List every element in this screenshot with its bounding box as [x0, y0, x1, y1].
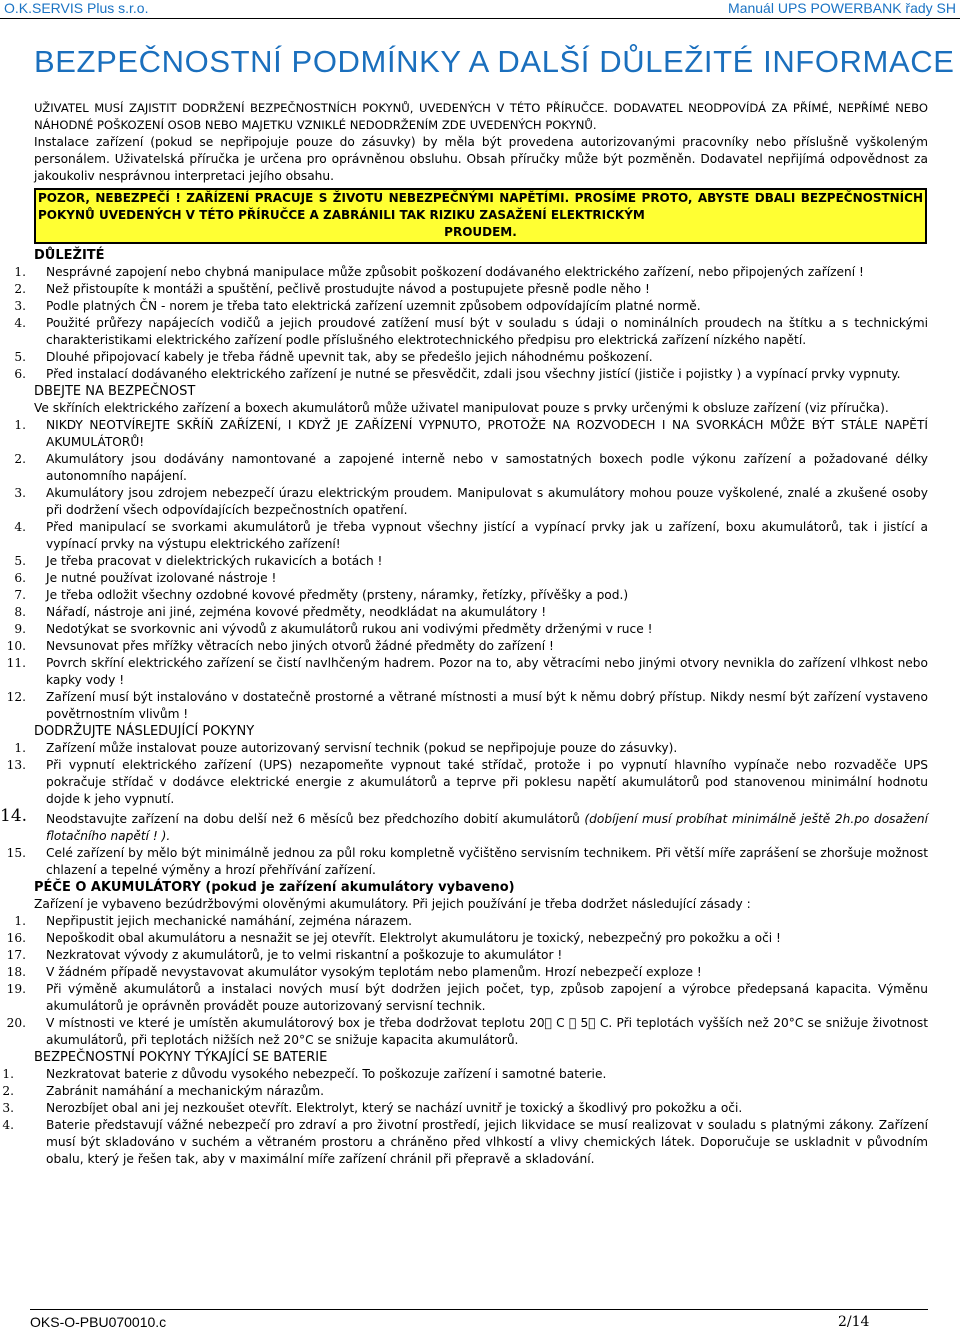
item-text: Použité průřezy napájecích vodičů a jejich proudové zatížení musí být v souladu s údaji o nominálních proudech na štítku a s technickými charakteristikami elektrického zařízení podle příslušného elektrotechnického předpisu pro elektrická zařízení nízkého napětí.	[46, 316, 928, 347]
list-item	[0, 740, 960, 757]
item-text: Nářadí, nástroje ani jiné, zejména kovové předměty, neodkládat na akumulátory !	[46, 605, 547, 619]
item-number: 6.	[14, 367, 26, 381]
list-item	[0, 417, 960, 451]
item-number: 11.	[6, 656, 26, 670]
battery-safety-list	[0, 1066, 960, 1168]
caution-heading: DBEJTE NA BEZPEČNOST	[34, 384, 196, 399]
item-number: 7.	[14, 588, 26, 602]
item-number: 5.	[14, 350, 26, 364]
document-code: OKS-O-PBU070010.c	[30, 1314, 167, 1330]
list-item	[0, 315, 960, 349]
item-text: Akumulátory jsou zdrojem nebezpečí úrazu elektrickým proudem. Manipulovat s akumulátory mohou pouze vyškolené, znalé a zkušené osoby při dodržení všech odpovídajících bezpečnostních opatření.	[46, 486, 928, 517]
item-text: Při výměně akumulátorů a instalaci nových musí být dodržen jejich počet, typ, způsob zapojení a výrobce předepsaná kapacita. Výměnu akumulátorů je oprávněn provádět pouze autorizovaný servisní technik.	[46, 982, 928, 1013]
item-text: Je třeba pracovat v dielektrických rukavicích a botách !	[46, 554, 383, 568]
item-text: Před instalací dodávaného elektrického zařízení je nutné se přesvědčit, zdali jsou všechny jistící (jističe i pojistky ) a vypínací prvky vypnuty.	[46, 367, 901, 381]
item-number: 8.	[14, 605, 26, 619]
item-number: 3.	[14, 299, 26, 313]
page-number: 2/14	[838, 1314, 870, 1330]
list-item	[0, 689, 960, 723]
item-number: 3.	[2, 1101, 14, 1115]
list-item	[0, 298, 960, 315]
item-text: Než přistoupíte k montáži a spuštění, pečlivě prostudujte návod a postupujete přesně podle něho !	[46, 282, 650, 296]
item-text: Nedotýkat se svorkovnic ani vývodů z akumulátorů rukou ani vodivými předměty drženými v ruce !	[46, 622, 653, 636]
item-number: 20.	[6, 1016, 26, 1030]
list-item	[0, 638, 960, 655]
item-number: 4.	[2, 1118, 14, 1132]
list-item	[0, 519, 960, 553]
list-item	[0, 621, 960, 638]
intro-text: Instalace zařízení (pokud se nepřipojuje pouze do zásuvky) by měla být provedena autorizovanými pracovníky nebo příslušně vyškoleným personálem. Uživatelská příručka je určena pro oprávněnou obsluhu. Obsah příručky může být pozměněn. Dodavatel nepřijímá odpovědnost za jakoukoliv nesprávnou interpretaci jejího obsahu.	[34, 135, 928, 183]
list-item	[0, 757, 960, 808]
item-text: Zařízení může instalovat pouze autorizovaný servisní technik (pokud se nepřipojuje pouze do zásuvky).	[46, 741, 678, 755]
list-item	[0, 485, 960, 519]
item-text: V žádném případě nevystavovat akumulátor vysokým teplotám nebo plamenům. Hrozí nebezpečí exploze !	[46, 965, 702, 979]
item-text: Povrch skříní elektrického zařízení se čistí navlhčeným hadrem. Pozor na to, aby větracími nebo jinými otvory nevnikla do zařízení vlhkost nebo kapky vody !	[46, 656, 928, 687]
list-item	[0, 1083, 960, 1100]
item-text: NIKDY NEOTVÍREJTE SKŘÍŇ ZAŘÍZENÍ, I KDYŽ JE ZAŘÍZENÍ VYPNUTO, PROTOŽE NA ROZVODECH I NA SVORKÁCH MŮŽE BÝT STÁLE NAPĚTÍ AKUMULÁTORŮ!	[46, 418, 928, 449]
footer-divider	[30, 1309, 928, 1310]
list-item	[0, 1015, 960, 1049]
item-text: Zabránit namáhání a mechanickým nárazům.	[46, 1084, 325, 1098]
page-title: BEZPEČNOSTNÍ PODMÍNKY A DALŠÍ DŮLEŽITÉ INFORMACE	[34, 44, 955, 79]
item-text: Celé zařízení by mělo být minimálně jednou za půl roku kompletně vyčištěno servisním technikem. Při větší míře zaprášení se zhoršuje možnost chlazení a tepelné výměny a hrozí přehřívání zařízení.	[46, 846, 928, 877]
caution-list	[0, 417, 960, 723]
list-item	[0, 553, 960, 570]
list-item	[0, 587, 960, 604]
item-number: 15.	[6, 846, 26, 860]
item-text: Nesprávné zapojení nebo chybná manipulace může způsobit poškození dodávaného elektrického zařízení, nebo připojených zařízení !	[46, 265, 864, 279]
battery-care-heading: PÉČE O AKUMULÁTORY (pokud je zařízení akumulátory vybaveno)	[34, 880, 515, 895]
important-heading: DŮLEŽITÉ	[34, 248, 105, 263]
important-list	[0, 264, 960, 383]
item-number: 2.	[2, 1084, 14, 1098]
list-item	[0, 913, 960, 930]
item-number: 5.	[14, 554, 26, 568]
item-number: 1.	[14, 418, 26, 432]
list-item	[0, 1117, 960, 1168]
company-name: O.K.SERVIS Plus s.r.o.	[4, 0, 149, 16]
list-item	[0, 281, 960, 298]
item-number: 14.	[0, 806, 28, 826]
item-number: 6.	[14, 571, 26, 585]
item-number: 2.	[14, 282, 26, 296]
item-text: Nezkratovat baterie z důvodu vysokého nebezpečí. To poškozuje zařízení i samotné baterie.	[46, 1067, 607, 1081]
item-text: Při vypnutí elektrického zařízení (UPS) nezapomeňte vypnout také střídač, protože i po vypnutí hlavního vypínače nebo rozvaděče UPS pokračuje střídač v dodávce elektrické energie z akumulátorů a teprve při poklesu napětí akumulátorů pod stanovenou minimální hodnotu dojde k jeho vypnutí.	[46, 758, 928, 806]
item-number: 1.	[14, 741, 26, 755]
header-divider	[0, 18, 960, 19]
item-number: 19.	[6, 982, 26, 996]
list-item	[0, 845, 960, 879]
item-number: 13.	[6, 758, 26, 772]
item-number: 1.	[14, 265, 26, 279]
warning-text: POZOR, NEBEZPEČÍ ! ZAŘÍZENÍ PRACUJE S ŽIVOTU NEBEZPEČNÝMI NAPĚTÍMI. PROSÍME PROTO, ABYSTE DBALI BEZPEČNOSTNÍCH POKYNŮ UVEDENÝCH V TÉTO PŘÍRUČCE A ZABRÁNILI TAK RIZIKU ZASAŽENÍ ELEKTRICKÝM	[38, 191, 923, 222]
list-item	[0, 655, 960, 689]
item-number: 3.	[14, 486, 26, 500]
item-text: Nerozbíjet obal ani jej nezkoušet otevřít. Elektrolyt, který se nachází uvnitř je toxický a škodlivý pro pokožku a oči.	[46, 1101, 743, 1115]
page-header	[0, 0, 960, 16]
item-number: 2.	[14, 452, 26, 466]
list-item	[0, 570, 960, 587]
manual-name: Manuál UPS POWERBANK řady SH	[728, 0, 956, 16]
item-number: 1.	[14, 914, 26, 928]
item-text: Je nutné používat izolované nástroje !	[46, 571, 277, 585]
follow-heading: DODRŽUJTE NÁSLEDUJÍCÍ POKYNY	[34, 724, 255, 739]
item-text: Před manipulací se svorkami akumulátorů je třeba vypnout všechny jistící a vypínací prvky jak u zařízení, boxu akumulátorů, tak i jistící a vypínací prvky na výstupu elektrického zařízení!	[46, 520, 928, 551]
item-text: Dlouhé připojovací kabely je třeba řádně upevnit tak, aby se předešlo jejich náhodnému poškození.	[46, 350, 653, 364]
battery-care-list	[0, 913, 960, 1049]
item-text-italic: (dobíjení musí probíhat minimálně ještě 2h.po dosažení flotačního napětí ! ).	[46, 812, 928, 843]
intro-caps: UŽIVATEL MUSÍ ZAJISTIT DODRŽENÍ BEZPEČNOSTNÍCH POKYNŮ, UVEDENÝCH V TÉTO PŘÍRUČCE. DODAVATEL NEODPOVÍDÁ ZA PŘÍMÉ, NEPŘÍMÉ NEBO NÁHODNÉ POŠKOZENÍ OSOB NEBO MAJETKU VZNIKLÉ NEDODRŽENÍM ZDE UVEDENÝCH POKYNŮ.	[34, 101, 928, 132]
list-item	[0, 451, 960, 485]
list-item	[0, 930, 960, 947]
list-item	[0, 1066, 960, 1083]
list-item	[0, 349, 960, 366]
item-text: Nezkratovat vývody z akumulátorů, je to velmi riskantní a poškozuje to akumulátor !	[46, 948, 563, 962]
warning-text-end: PROUDEM.	[444, 225, 517, 239]
item-text: Podle platných ČN - norem je třeba tato elektrická zařízení uzemnit způsobem odpovídajícím platné normě.	[46, 299, 701, 313]
list-item	[0, 806, 960, 845]
list-item	[0, 947, 960, 964]
item-number: 9.	[14, 622, 26, 636]
item-text: Nepřipustit jejich mechanické namáhání, zejména nárazem.	[46, 914, 413, 928]
item-text: Je třeba odložit všechny ozdobné kovové předměty (prsteny, náramky, řetízky, přívěšky a pod.)	[46, 588, 629, 602]
item-text: Akumulátory jsou dodávány namontované a zapojené interně nebo v samostatných boxech podle výkonu zařízení a požadované délky autonomního napájení.	[46, 452, 928, 483]
caution-intro: Ve skříních elektrického zařízení a boxech akumulátorů může uživatel manipulovat pouze s prvky určenými k obsluze zařízení (viz příručka).	[34, 401, 889, 415]
item-text: V místnosti ve které je umístěn akumulátorový box je třeba dodržovat teplotu 20 C 5 C. Při teplotách vyšších než 20°C se snižuje životnost akumulátorů, při teplotách nižších než 20°C se snižuje kapacita akumulátorů.	[46, 1016, 928, 1047]
item-text: Nevsunovat přes mřížky větracích nebo jiných otvorů žádné předměty do zařízení !	[46, 639, 554, 653]
battery-care-intro: Zařízení je vybaveno bezúdržbovými olověnými akumulátory. Při jejich používání je třeba dodržet následující zásady :	[34, 897, 751, 911]
list-item	[0, 981, 960, 1015]
document-body	[0, 100, 960, 1168]
item-number: 16.	[6, 931, 26, 945]
list-item	[0, 964, 960, 981]
battery-safety-heading: BEZPEČNOSTNÍ POKYNY TÝKAJÍCÍ SE BATERIE	[34, 1050, 328, 1065]
item-text: Nepoškodit obal akumulátoru a nesnažit se jej otevřít. Elektrolyt akumulátoru je toxický, nebezpečný pro pokožku a oči !	[46, 931, 781, 945]
item-number: 4.	[14, 520, 26, 534]
item-number: 10.	[6, 639, 26, 653]
item-number: 18.	[6, 965, 26, 979]
item-text: Zařízení musí být instalováno v dostatečně prostorné a větrané místnosti a musí být k němu dobrý přístup. Nikdy nesmí být zařízení vystaveno povětrnostním vlivům !	[46, 690, 928, 721]
list-item	[0, 1100, 960, 1117]
item-number: 1.	[2, 1067, 14, 1081]
item-text: Neodstavujte zařízení na dobu delší než 6 měsíců bez předchozího dobití akumulátorů	[46, 812, 585, 826]
item-text: Baterie představují vážné nebezpečí pro zdraví a pro životní prostředí, jejich likvidace se musí realizovat v souladu s platnými zákony. Zařízení musí být skladováno v suchém a větraném prostoru a chráněno před vlhkostí a vlivy chemických látek. Doporučuje se uskladnit v původním obalu, který je řešen tak, aby v maximální míře zařízení chránil při přepravě a skladování.	[46, 1118, 928, 1166]
item-number: 4.	[14, 316, 26, 330]
item-number: 12.	[6, 690, 26, 704]
list-item	[0, 604, 960, 621]
item-number: 17.	[6, 948, 26, 962]
danger-warning-box	[34, 188, 927, 244]
list-item	[0, 366, 960, 383]
list-item	[0, 264, 960, 281]
